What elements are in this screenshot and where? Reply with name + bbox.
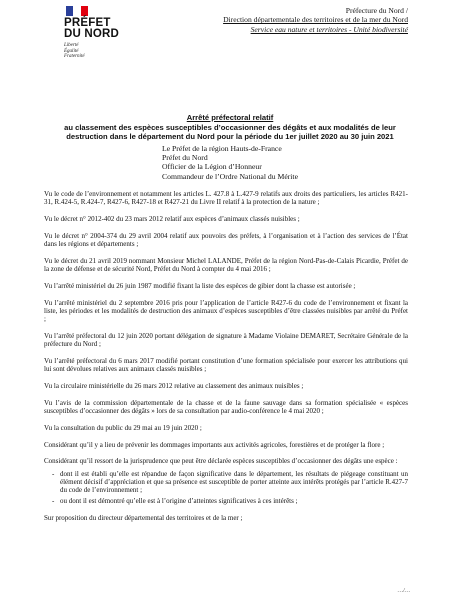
visa-paragraph: Vu le décret n° 2004-374 du 29 avril 2004 relatif aux pouvoirs des préfets, à l’organisation et à l’action des services de l’État dans les régions et départements ; bbox=[44, 231, 408, 248]
bullet-item: - ou dont il est démontré qu’elle est à l’origine d’atteintes significatives à ces intérêts ; bbox=[52, 496, 298, 505]
visa-paragraph: Vu le décret n° 2012-402 du 23 mars 2012 relatif aux espèces d’animaux classés nuisibles ; bbox=[44, 214, 300, 223]
visa-paragraph: Vu l’arrêté préfectoral du 6 mars 2017 modifié portant constitution d’une formation spécialisée pour exercer les attributions qui lui sont dévolues relatives aux animaux classés nuisibles ; bbox=[44, 356, 408, 373]
visa-paragraph: Vu le décret du 21 avril 2019 nommant Monsieur Michel LALANDE, Préfet de la région Nord-Pas-de-Calais Picardie, Préfet de la zone de défense et de sécurité Nord, Préfet du Nord à compter du 4 mai 2016 ; bbox=[44, 256, 408, 273]
bullet-item: - dont il est établi qu’elle est répandue de façon significative dans le département, les résultats de piégeage constituant un élément décisif d’appréciation et que sa présence est susceptible de porter atteinte aux intérêts protégés par l’article R.427-7 du code de l’environnement ; bbox=[52, 469, 408, 494]
header-line-1: Préfecture du Nord / bbox=[345, 6, 408, 15]
visa-paragraph: Vu l’arrêté ministériel du 2 septembre 2016 pris pour l’application de l’article R427-6 du code de l’environnement et fixant la liste, les périodes et les modalités de destruction des animaux d’espèces susceptibles d’être classées nuisibles par arrêté du Préfet ; bbox=[44, 298, 408, 323]
bullet-dash-icon: - bbox=[52, 469, 55, 478]
header-service bbox=[223, 6, 408, 34]
final-paragraph: Sur proposition du directeur départemental des territoires et de la mer ; bbox=[44, 513, 243, 522]
visa-paragraph: Vu le code de l’environnement et notamment les articles L. 427.8 à L.427-9 relatifs aux droits des particuliers, les articles R421-31, R.424-5, R.424-7, R427-6, R427-18 et R427-21 du Livre II relatif à la protection de la nature ; bbox=[44, 190, 408, 207]
prefet-logo bbox=[64, 6, 124, 60]
logo-title: PRÉFET DU NORD bbox=[64, 17, 120, 40]
document-title bbox=[40, 113, 420, 142]
title-line-3: destruction dans le département du Nord pour la période du 1er juillet 2020 au 30 juin 2021 bbox=[66, 132, 394, 142]
authority-line: Le Préfet de la région Hauts-de-France bbox=[162, 144, 282, 153]
document-body bbox=[44, 190, 408, 531]
bullet-dash-icon: - bbox=[52, 496, 55, 505]
visa-paragraph: Vu la consultation du public du 29 mai au 19 juin 2020 ; bbox=[44, 423, 202, 432]
authority-line: Officier de la Légion d’Honneur bbox=[162, 162, 262, 172]
authority-line: Préfet du Nord bbox=[162, 153, 208, 163]
header-line-3: Service eau nature et territoires - Unité biodiversité bbox=[250, 24, 408, 34]
considerant-paragraph: Considérant qu’il ressort de la jurisprudence que peut être déclarée espèces susceptibles d’occasionner des dégâts une espèce : bbox=[44, 457, 398, 466]
visa-paragraph: Vu la circulaire ministérielle du 26 mars 2012 relative au classement des animaux nuisibles ; bbox=[44, 381, 304, 390]
page-continuation: …/… bbox=[397, 588, 410, 594]
visa-paragraph: Vu l’avis de la commission départementale de la chasse et de la faune sauvage dans sa formation spécialisée « espèces susceptibles d’occasionner des dégâts » lors de sa consultation par audio-conférence le 4 mai 2020 ; bbox=[44, 398, 408, 415]
marianne-flag-icon bbox=[66, 6, 88, 16]
title-line-2: au classement des espèces susceptibles d’occasionner des dégâts et aux modalités de leur bbox=[64, 122, 396, 132]
visa-paragraph: Vu l’arrêté préfectoral du 12 juin 2020 portant délégation de signature à Madame Violaine DEMARET, Secrétaire Générale de la préfecture du Nord ; bbox=[44, 331, 408, 348]
header-line-2: Direction départementale des territoires et de la mer du Nord bbox=[223, 15, 408, 25]
considerant-paragraph: Considérant qu’il y a lieu de prévenir les dommages importants aux activités agricoles, forestières et de protéger la flore ; bbox=[44, 440, 385, 449]
authority-block bbox=[162, 144, 298, 181]
title-line-1: Arrêté préfectoral relatif bbox=[186, 113, 274, 122]
logo-motto: Liberté Égalité Fraternité bbox=[64, 43, 85, 60]
visa-paragraph: Vu l’arrêté ministériel du 26 juin 1987 modifié fixant la liste des espèces de gibier dont la chasse est autorisée ; bbox=[44, 281, 356, 290]
authority-line: Commandeur de l’Ordre National du Mérite bbox=[162, 171, 298, 181]
